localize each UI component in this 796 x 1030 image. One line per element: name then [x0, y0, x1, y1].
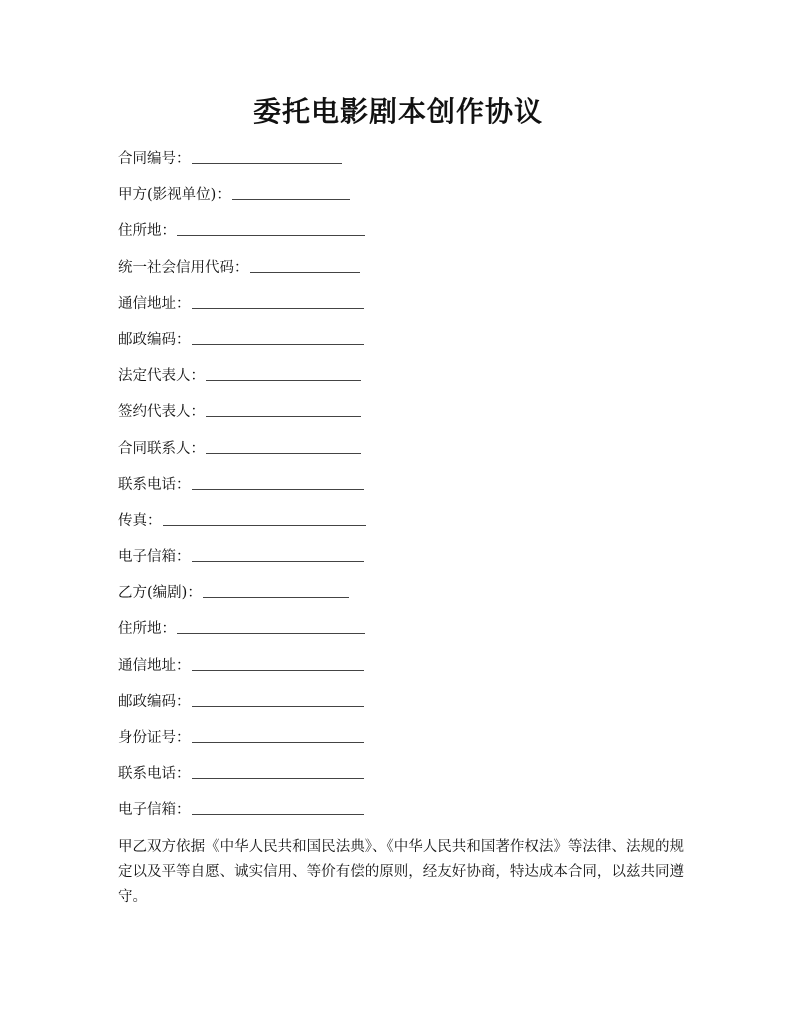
field-party-b-email [118, 797, 678, 833]
blank-line[interactable] [192, 472, 364, 490]
field-label: 通信地址： [118, 657, 191, 674]
blank-line[interactable] [192, 797, 364, 815]
field-label: 统一社会信用代码： [118, 259, 249, 276]
field-party-a-postcode [118, 327, 678, 363]
field-party-a [118, 182, 678, 218]
field-label: 联系电话： [118, 476, 191, 493]
blank-line[interactable] [192, 761, 364, 779]
field-credit-code [118, 255, 678, 291]
blank-line[interactable] [177, 616, 365, 634]
field-party-b-postcode [118, 689, 678, 725]
field-fax [118, 508, 678, 544]
field-label: 法定代表人： [118, 368, 205, 385]
field-label: 合同联系人： [118, 440, 205, 457]
blank-line[interactable] [206, 399, 361, 417]
intro-paragraph: 甲乙双方依据《中华人民共和国民法典》、《中华人民共和国著作权法》等法律、法规的规定以及平等自愿、诚实信用、等价有偿的原则，经友好协商，特达成本合同，以兹共同遵守。 [118, 839, 684, 905]
field-label: 邮政编码： [118, 693, 191, 710]
blank-line[interactable] [192, 725, 364, 743]
field-label: 住所地： [118, 223, 176, 240]
blank-line[interactable] [192, 689, 364, 707]
field-label: 签约代表人： [118, 404, 205, 421]
blank-line[interactable] [192, 291, 364, 309]
field-label: 电子信箱： [118, 802, 191, 819]
blank-line[interactable] [206, 363, 361, 381]
blank-line[interactable] [250, 255, 360, 273]
field-signing-representative [118, 399, 678, 435]
field-label: 传真： [118, 512, 162, 529]
blank-line[interactable] [177, 218, 365, 236]
field-contract-number [118, 146, 678, 182]
blank-line[interactable] [163, 508, 366, 526]
field-contract-contact [118, 436, 678, 472]
blank-line[interactable] [192, 146, 342, 164]
field-label: 联系电话： [118, 766, 191, 783]
field-label: 合同编号： [118, 151, 191, 167]
field-label: 身份证号： [118, 730, 191, 746]
field-label: 通信地址： [118, 295, 191, 312]
party-info-fields [118, 146, 678, 834]
field-label: 住所地： [118, 621, 176, 638]
field-party-b-phone [118, 761, 678, 797]
field-party-a-address [118, 218, 678, 254]
document-title: 委托电影剧本创作协议 [252, 95, 543, 128]
field-party-a-mailing-address [118, 291, 678, 327]
field-id-number [118, 725, 678, 761]
blank-line[interactable] [232, 182, 350, 200]
blank-line[interactable] [192, 544, 364, 562]
field-party-a-phone [118, 472, 678, 508]
blank-line[interactable] [192, 653, 364, 671]
blank-line[interactable] [206, 436, 361, 454]
field-label: 乙方(编剧)： [118, 585, 202, 602]
field-party-b [118, 580, 678, 616]
field-party-b-mailing-address [118, 653, 678, 689]
blank-line[interactable] [203, 580, 349, 598]
field-party-a-email [118, 544, 678, 580]
field-party-b-address [118, 616, 678, 652]
blank-line[interactable] [192, 327, 364, 345]
field-label: 电子信箱： [118, 549, 191, 566]
field-label: 甲方(影视单位)： [118, 187, 231, 204]
field-label: 邮政编码： [118, 331, 191, 348]
field-legal-representative [118, 363, 678, 399]
